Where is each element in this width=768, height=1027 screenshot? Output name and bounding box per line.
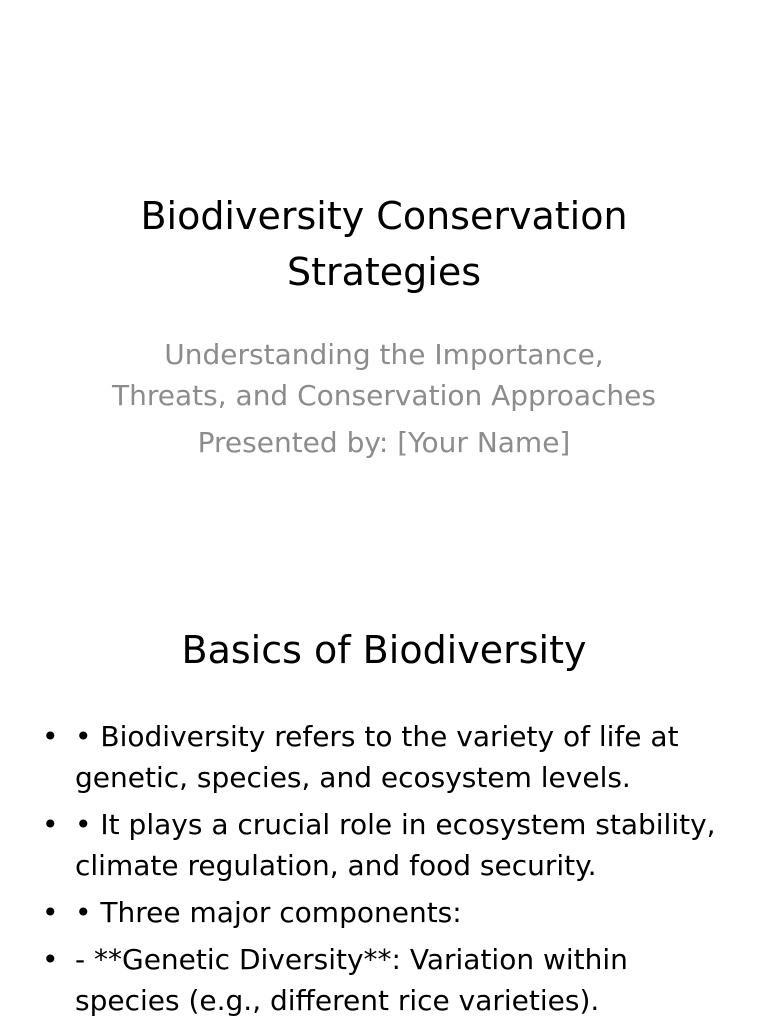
- bullet-text: • Biodiversity refers to the variety of life at genetic, species, and ecosystem levels.: [75, 720, 679, 794]
- bullet-list: [40, 716, 720, 1027]
- presenter-line: Presented by: [Your Name]: [197, 426, 571, 459]
- list-item: [40, 892, 720, 933]
- bullet-icon: •: [42, 943, 59, 976]
- content-slide: [0, 576, 768, 1024]
- slide-title: Basics of Biodiversity: [181, 628, 587, 672]
- slide-title: Biodiversity Conservation Strategies: [140, 194, 628, 294]
- slide-subtitle: Understanding the Importance, Threats, and Conservation Approaches: [112, 338, 656, 412]
- list-item: [40, 716, 720, 798]
- slide-subtitle-block: [110, 334, 658, 463]
- list-item: [40, 804, 720, 886]
- bullet-icon: •: [42, 896, 59, 929]
- bullet-text: - **Genetic Diversity**: Variation within species (e.g., different rice varieties).: [75, 943, 628, 1017]
- bullet-icon: •: [42, 808, 59, 841]
- bullet-text: • It plays a crucial role in ecosystem stability, climate regulation, and food security.: [75, 808, 716, 882]
- bullet-icon: •: [42, 720, 59, 753]
- bullet-text: • Three major components:: [75, 896, 462, 929]
- list-item: [40, 939, 720, 1021]
